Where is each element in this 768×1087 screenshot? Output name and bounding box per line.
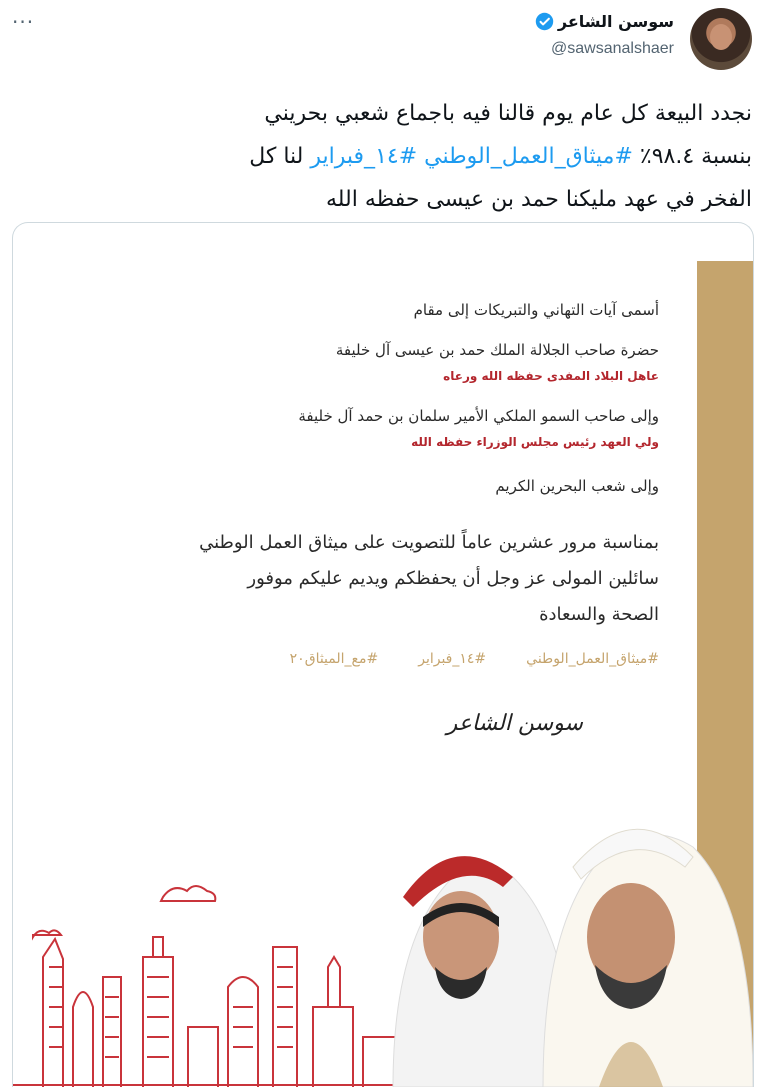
tweet-text-line-1: نجدد البيعة كل عام يوم قالنا فيه باجماع شعبي بحريني [264, 101, 752, 126]
tweet-text-line-3: الفخر في عهد مليكنا حمد بن عيسى حفظه الله [325, 187, 752, 212]
avatar[interactable] [690, 8, 752, 70]
hashtag-link-feb14[interactable]: #١٤_فبراير [310, 144, 418, 169]
author-handle[interactable]: @sawsanalshaer [551, 40, 674, 57]
poster-line-6: وإلى شعب البحرين الكريم [495, 477, 659, 495]
poster-tag-20: #مع_الميثاق٢٠ [289, 651, 379, 667]
hashtag-link-charter[interactable]: #ميثاق_العمل_الوطني [424, 144, 633, 169]
tweet-header [0, 0, 768, 80]
tweet-text [16, 92, 752, 221]
poster-hashtags [99, 651, 659, 667]
portrait-illustration [373, 787, 753, 1087]
media-card[interactable] [12, 222, 754, 1087]
author-row [535, 12, 674, 31]
poster-line-3: عاهل البلاد المفدى حفظه الله ورعاه [443, 369, 659, 383]
poster-message-1: بمناسبة مرور عشرين عاماً للتصويت على ميثاق العمل الوطني [199, 532, 659, 553]
poster-message-2: سائلين المولى عز وجل أن يحفظكم ويديم عليكم موفور [247, 568, 659, 589]
poster-line-5: ولي العهد رئيس مجلس الوزراء حفظه الله [411, 435, 659, 449]
tweet-text-line-2-end: لنا كل [249, 144, 304, 169]
poster-line-2: حضرة صاحب الجلالة الملك حمد بن عيسى آل خليفة [335, 341, 659, 359]
tweet-text-percent: بنسبة ٩٨.٤٪ [639, 144, 752, 169]
more-options-icon[interactable]: ··· [12, 10, 35, 34]
poster-tag-feb14: #١٤_فبراير [418, 651, 487, 667]
poster-tag-charter: #ميثاق_العمل_الوطني [526, 651, 659, 667]
poster-line-1: أسمى آيات التهاني والتبريكات إلى مقام [413, 301, 659, 319]
tweet-text-line-2 [16, 135, 752, 178]
poster-message-3: الصحة والسعادة [539, 604, 659, 625]
poster-line-4: وإلى صاحب السمو الملكي الأمير سلمان بن حمد آل خليفة [298, 407, 659, 425]
city-skyline-illustration [13, 857, 433, 1087]
poster-signature: سوسن الشاعر [446, 711, 583, 736]
verified-badge-icon [535, 12, 554, 31]
author-name[interactable]: سوسن الشاعر [557, 12, 674, 31]
